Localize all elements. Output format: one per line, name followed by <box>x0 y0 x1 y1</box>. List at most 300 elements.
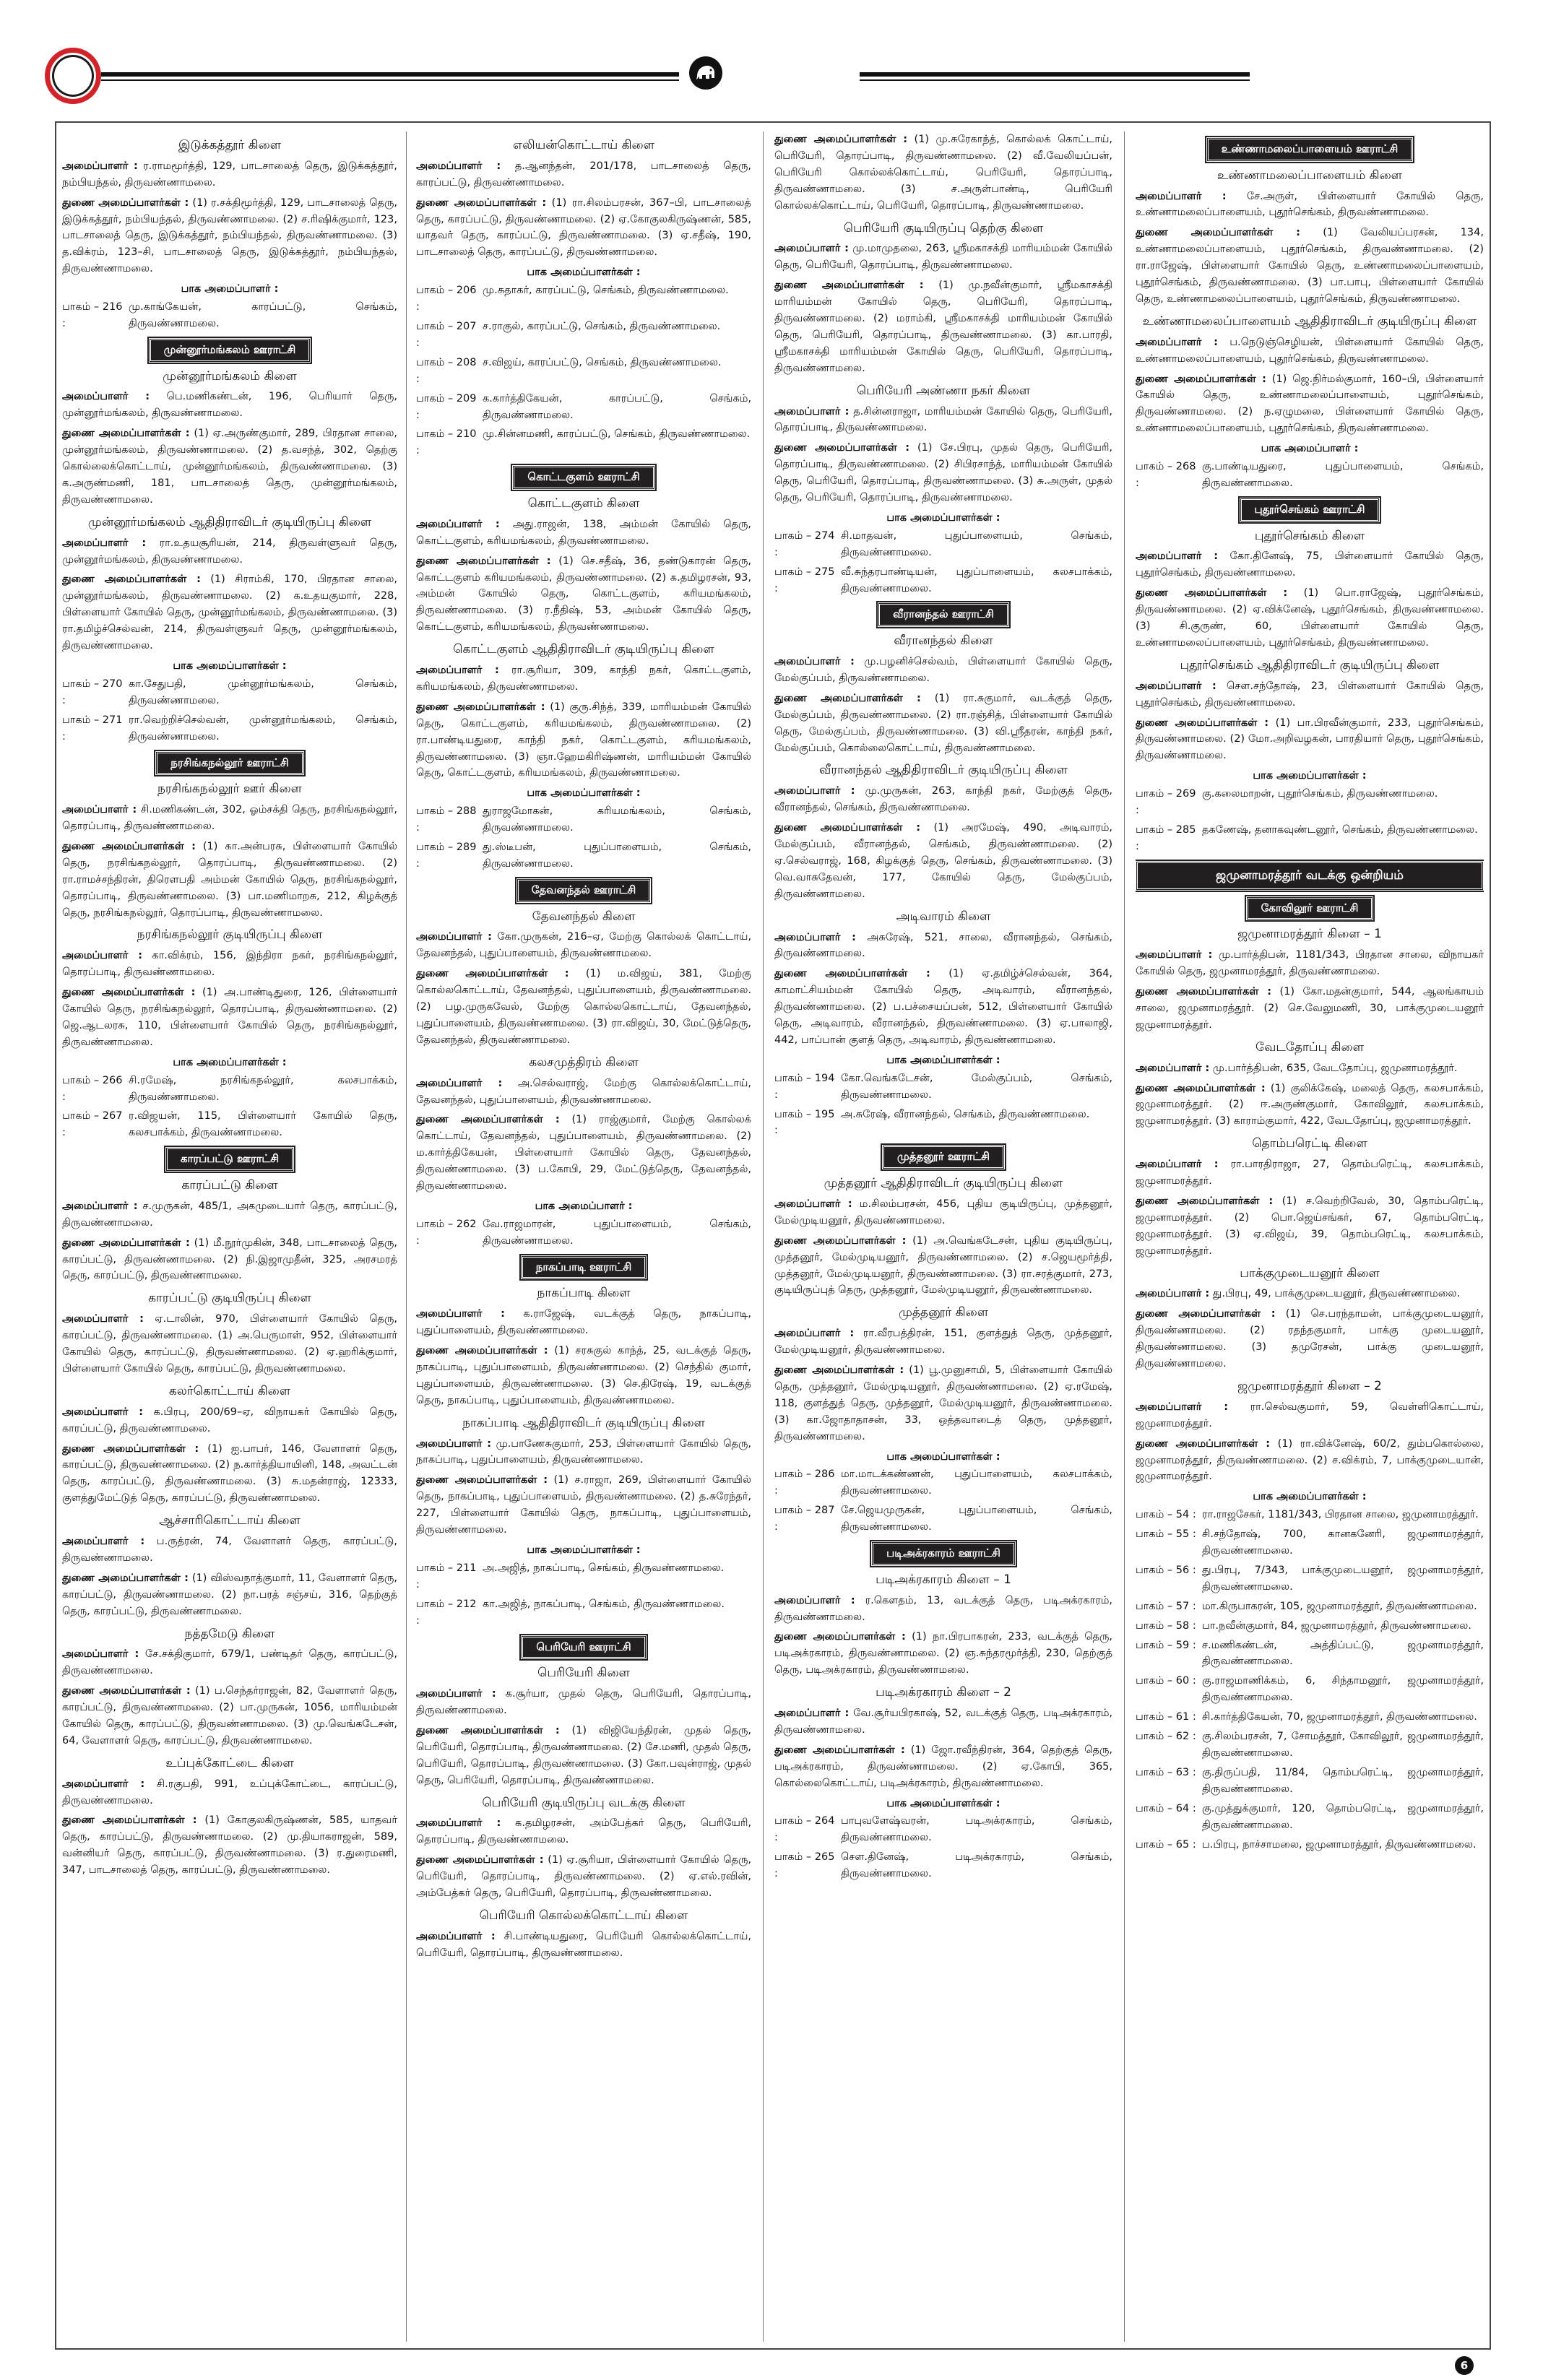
listing-text: (1) கா.அன்பரசு, பிள்ளையார் கோயில் தெரு, நரசிங்கநல்லூர், தொரப்பாடி, திருவண்ணாமலை. (2) ரா.ராமச்சந்திரன், திரௌபதி அம்மன் கோயில் தெரு, நரசிங்கநல்லூர், தொரப்பாடி, திருவண்ணாமலை. (3) பா.மணிமாறசு, 212, கிழக்குத் தெரு, நரசிங்கநல்லூர், தொரப்பாடி, திருவண்ணாமலை. <box>62 840 397 919</box>
booth-person: மு.சின்னமணி, காரப்பட்டு, செங்கம், திருவண்ணாமலை. <box>483 428 751 441</box>
booth-row <box>774 1107 1112 1140</box>
booth-person: மு.காங்கேயன், காரப்பட்டு, செங்கம், திருவண்ணாமலை. <box>129 301 397 330</box>
listing-text: மு.பார்த்திபன், 1181/343, பிரதான சாலை, விநாயகர் கோயில் தெரு, ஜமுனாமரத்தூர், திருவண்ணாமலை. <box>1136 949 1484 978</box>
listing-paragraph <box>62 571 397 654</box>
listing-paragraph <box>1136 548 1484 581</box>
listing-text: மு.பார்த்திபன், 635, வேடதோப்பு, ஜமுனாமரத்தூர். <box>1209 1062 1458 1074</box>
booth-number: பாகம் – 56 : <box>1136 1564 1196 1576</box>
listing-paragraph <box>1136 371 1484 438</box>
booth-row <box>1136 1801 1484 1834</box>
listing-paragraph <box>416 1343 751 1409</box>
booth-number: பாகம் – 271 : <box>62 714 123 743</box>
listing-paragraph <box>62 1404 397 1437</box>
listing-label: துணை அமைப்பாளர்கள் : <box>416 1345 548 1357</box>
branch-heading: பெரியேரி கொல்லக்கொட்டாய் கிளை <box>479 1908 688 1923</box>
subheading: பாக அமைப்பாளர்கள் : <box>886 511 1000 524</box>
listing-label: அமைப்பாளர் : <box>774 1328 855 1340</box>
branch-heading: நரசிங்கநல்லூர் குடியிருப்பு கிளை <box>137 927 323 943</box>
subheading: பாக அமைப்பாளர்கள் : <box>527 1544 641 1556</box>
booth-person: கு.திருப்பதி, 11/84, தொம்பரெட்டி, ஜமுனாமரத்தூர், திருவண்ணாமலை. <box>1202 1766 1484 1795</box>
booth-number: பாகம் – 194 : <box>774 1072 835 1101</box>
booth-number: பாகம் – 266 : <box>62 1074 123 1103</box>
booth-row <box>1136 1728 1484 1762</box>
branch-heading: முன்னூர்மங்கலம் ஆதிதிராவிடர் குடியிருப்பு கிளை <box>87 514 372 529</box>
booth-person: ச.விஜய், காரப்பட்டு, செங்கம், திருவண்ணாமலை. <box>483 356 722 368</box>
listing-paragraph <box>774 1629 1112 1679</box>
listing-paragraph <box>62 802 397 835</box>
listing-text: க.சூர்யா, முதல் தெரு, பெரியேரி, தொரப்பாடி, திருவண்ணாமலை. <box>416 1688 751 1716</box>
listing-label: அமைப்பாளர் : <box>416 665 499 677</box>
listing-label: துணை அமைப்பாளர்கள் : <box>416 1114 560 1126</box>
listing-paragraph <box>416 553 751 636</box>
listing-label: அமைப்பாளர் : <box>416 518 500 530</box>
listing-text: கா.விக்ரம், 156, இந்திரா நகர், நரசிங்கநல்லூர், தொரப்பாடி, திருவண்ணாமலை. <box>62 950 397 979</box>
listing-paragraph <box>416 1436 751 1469</box>
listing-paragraph <box>62 948 397 981</box>
page-number: 6 <box>1455 2356 1474 2375</box>
listing-text: க.ராஜேஷ், வடக்குத் தெரு, நாகப்பாடி, புதுப்பாளையம், திருவண்ணாமலை. <box>416 1308 751 1337</box>
branch-heading: நாகப்பாடி ஆதிதிராவிடர் குடியிருப்பு கிளை <box>462 1415 705 1430</box>
booth-row <box>774 564 1112 597</box>
listing-label: துணை அமைப்பாளர்கள் : <box>62 574 201 586</box>
listing-label: துணை அமைப்பாளர்கள் : <box>62 428 190 440</box>
listing-text: (1) ராஜ்குமார், மேற்கு கொல்லக் கொட்டாய், தேவனந்தல், புதுப்பாளையம், திருவண்ணாமலை. (2) ம.கார்த்திகேயன், பிள்ளையார் கோயில் தெரு, தேவனந்தல், திருவண்ணாமலை. (3) ப.கோபி, 29, மேட்டுத்தெரு, தேவனந்தல், திருவண்ணாமலை. <box>416 1114 751 1193</box>
listing-text: (1) ஏ.சூரியா, பிள்ளையார் கோயில் தெரு, பெரியேரி, தொரப்பாடி, திருவண்ணாமலை. (2) ஏ.எல்.ரவின், அம்பேத்கர் தெரு, பெரியேரி, தொரப்பாடி, திருவண்ணாமலை. <box>416 1854 751 1899</box>
listing-text: (1) விஸ்வநாத்குமார், 11, வேளாளர் தெரு, காரப்பட்டு, திருவண்ணாமலை. (2) நா.பரத் சஞ்சய், 316, தெற்குத் தெரு, காரப்பட்டு, திருவண்ணாமலை. <box>62 1572 397 1617</box>
listing-text: (1) ச.ராஜா, 269, பிள்ளையார் கோயில் தெரு, நாகப்பாடி, புதுப்பாளையம், திருவண்ணாமலை. (2) த.சுரேந்தர், 227, பிள்ளையார் கோயில் தெரு, நாகப்பாடி, புதுப்பாளையம், திருவண்ணாமலை. <box>416 1474 751 1536</box>
listing-paragraph <box>62 1533 397 1567</box>
listing-paragraph <box>62 535 397 568</box>
booth-person: கு.ராஜமாணிக்கம், 6, சிந்தாமனூர், ஜமுனாமரத்தூர், திருவண்ணாமலை. <box>1202 1675 1484 1704</box>
branch-heading: பெரியேரி கிளை <box>537 1666 630 1681</box>
listing-label: அமைப்பாளர் : <box>1136 550 1219 563</box>
listing-text: சி.ரகுபதி, 991, உப்புக்கோட்டை, காரப்பட்டு, திருவண்ணாமலை. <box>62 1778 397 1806</box>
listing-text: (1) ஜோ.ரவீந்திரன், 364, தெற்குத் தெரு, படிஅக்ரகாரம், திருவண்ணாமலை. (2) ஏ.கோபி, 365, கொல்லைகொட்டாய், படிஅக்ரகாரம், திருவண்ணாமலை. <box>774 1744 1112 1789</box>
listing-label: துணை அமைப்பாளர்கள் : <box>1136 1437 1271 1450</box>
booth-row <box>416 1560 751 1593</box>
booth-person: ச.ராகுல், காரப்பட்டு, செங்கம், திருவண்ணாமலை. <box>483 321 721 333</box>
listing-text: (1) ச.வெற்றிவேல், 30, தொம்பரெட்டி, ஜமுனாமரத்தூர். (2) பொ.ஜெய்சங்கர், 67, தொம்பரெட்டி, ஜமுனாமரத்தூர். (3) ஏ.விஜய், 39, தொம்பரெட்டி, கலசபாக்கம், ஜமுனாமரத்தூர். <box>1136 1195 1484 1257</box>
listing-label: அமைப்பாளர் : <box>62 1535 145 1547</box>
booth-person: சி.சந்தோஷ், 700, கானகனேரி, ஜமுனாமரத்தூர், திருவண்ணாமலை. <box>1202 1528 1484 1557</box>
booth-number: பாகம் – 285 : <box>1136 824 1196 852</box>
booth-number: பாகம் – 287 : <box>774 1505 835 1533</box>
booth-person: கு.முத்துக்குமார், 120, தொம்பரெட்டி, ஜமுனாமரத்தூர், திருவண்ணாமலை. <box>1202 1802 1484 1831</box>
booth-person: கா.சேதுபதி, முன்னூர்மங்கலம், செங்கம், திருவண்ணாமலை. <box>129 678 397 706</box>
branch-heading: வீரானந்தல் ஆதிதிராவிடர் குடியிருப்பு கிளை <box>819 763 1068 778</box>
listing-label: அமைப்பாளர் : <box>1136 1401 1229 1413</box>
booth-number: பாகம் – 267 : <box>62 1110 123 1139</box>
booth-number: பாகம் – 288 : <box>416 805 477 834</box>
listing-paragraph <box>416 966 751 1049</box>
listing-label: அமைப்பாளர் : <box>774 785 855 797</box>
booth-person: மா.கிருபாகரன், 105, ஜமுனாமரத்தூர், திருவண்ணாமலை. <box>1202 1600 1477 1612</box>
listing-paragraph <box>774 654 1112 687</box>
listing-paragraph <box>62 158 397 191</box>
listing-paragraph <box>1136 984 1484 1034</box>
listing-text: மு.பழனிச்செல்வம், பிள்ளையார் கோயில் தெரு, மேல்குப்பம், திருவண்ணாமலை. <box>774 656 1112 684</box>
branch-heading: பாக்குமுடையனூர் கிளை <box>1240 1265 1380 1281</box>
branch-heading: முத்தனூர் ஆதிதிராவிடர் குடியிருப்பு கிளை <box>824 1176 1063 1191</box>
branch-heading: கொட்டகுளம் ஆதிதிராவிடர் குடியிருப்பு கிளை <box>453 642 714 657</box>
listing-label: அமைப்பாளர் : <box>416 1930 496 1942</box>
listing-label: அமைப்பாளர் : <box>62 1778 145 1790</box>
branch-heading: எலியன்கொட்டாய் கிளை <box>513 138 654 152</box>
listing-paragraph <box>774 1325 1112 1359</box>
listing-text: சௌ.சந்தோஷ், 23, பிள்ளையார் கோயில் தெரு, புதூர்செங்கம், திருவண்ணாமலை. <box>1136 680 1484 709</box>
listing-label: துணை அமைப்பாளர்கள் : <box>774 280 924 292</box>
booth-number: பாகம் – 210 : <box>416 428 477 457</box>
section-banner: முன்னூர்மங்கலம் ஊராட்சி <box>149 338 311 363</box>
listing-paragraph <box>774 691 1112 757</box>
listing-text: (1) கோகுலகிருஷ்ணன், 585, யாதவர் தெரு, காரப்பட்டு, திருவண்ணாமலை. (2) மு.தியாகராஜன், 589, வன்னியர் தெரு, காரப்பட்டு, திருவண்ணாமலை. (3) ர.துரைமணி, 347, பாடசாலைத் தெரு, காரப்பட்டு, திருவண்ணாமலை. <box>62 1814 397 1877</box>
listing-text: து.பிரபு, 49, பாக்குமுடையனூர், திருவண்ணாமலை. <box>1209 1288 1461 1300</box>
listing-text: ம.சிலம்பரசன், 456, புதிய குடியிருப்பு, முத்தனூர், மேல்முடியனூர், திருவண்ணாமலை. <box>774 1198 1112 1226</box>
listing-label: அமைப்பாளர் : <box>62 950 142 962</box>
listing-label: துணை அமைப்பாளர்கள் : <box>1136 1195 1274 1207</box>
booth-row <box>1136 1618 1484 1635</box>
section-banner: உண்ணாமலைப்பாளையம் ஊராட்சி <box>1206 137 1414 162</box>
section-banner: பெரியேரி ஊராட்சி <box>521 1635 646 1660</box>
listing-paragraph <box>62 1235 397 1285</box>
listing-paragraph <box>62 1646 397 1679</box>
subheading: பாக அமைப்பாளர் : <box>1261 443 1359 455</box>
subheading: பாக அமைப்பாளர்கள் : <box>1253 1491 1367 1503</box>
booth-number: பாகம் – 262 : <box>416 1218 477 1247</box>
header-rule-right-thin <box>860 79 1250 81</box>
column-1 <box>62 131 397 2342</box>
listing-text: (1) விஜியேந்திரன், முதல் தெரு, பெரியேரி, தொரப்பாடி, திருவண்ணாமலை. (2) சே.மணி, முதல் தெரு, பெரியேரி, தொரப்பாடி, திருவண்ணாமலை. (3) கோ.பவுன்ராஜ், முதல் தெரு, பெரியேரி, தொரப்பாடி, திருவண்ணாமலை. <box>416 1724 751 1786</box>
booth-person: சி.கார்த்திகேயன், 70, ஜமுனாமரத்தூர், திருவண்ணாமலை. <box>1202 1711 1477 1723</box>
listing-label: அமைப்பாளர் : <box>1136 949 1213 961</box>
subheading: பாக அமைப்பாளர்கள் : <box>886 1450 1000 1463</box>
listing-paragraph <box>1136 585 1484 652</box>
listing-paragraph <box>774 241 1112 274</box>
listing-paragraph <box>62 985 397 1051</box>
header-rule-left-thin <box>101 79 679 81</box>
listing-label: துணை அமைப்பாளர்கள் : <box>62 196 189 209</box>
branch-heading: படிஅக்ரகாரம் கிளை – 2 <box>876 1685 1011 1700</box>
listing-paragraph <box>62 1776 397 1809</box>
listing-paragraph <box>416 1306 751 1339</box>
listing-paragraph <box>62 389 397 422</box>
booth-number: பாகம் – 286 : <box>774 1468 835 1497</box>
booth-number: பாகம் – 269 : <box>1136 788 1196 817</box>
listing-text: (1) வேலியப்பரசன், 134, உண்ணாமலைப்பாளையம், புதூர்செங்கம், திருவண்ணாமலை. (2) ரா.ராஜேஷ், பிள்ளையார் கோயில் தெரு, உண்ணாமலைப்பாளையம், புதூர்செங்கம், திருவண்ணாமலை. (3) பா.பாபு, பிள்ளையார் கோயில் தெரு, உண்ணாமலைப்பாளையம், புதூர்செங்கம், திருவண்ணாமலை. <box>1136 227 1484 305</box>
listing-label: துணை அமைப்பாளர்கள் : <box>416 1724 560 1736</box>
listing-paragraph <box>416 1112 751 1195</box>
booth-person: ர.விஜயன், 115, பிள்ளையார் கோயில் தெரு, கலசபாக்கம், திருவண்ணாமலை. <box>129 1110 397 1139</box>
booth-number: பாகம் – 206 : <box>416 285 477 313</box>
listing-paragraph <box>416 1472 751 1539</box>
booth-row <box>416 391 751 424</box>
listing-text: (1) ரா.விக்னேஷ், 60/2, தும்பகொல்லை, ஜமுனாமரத்தூர், திருவண்ணாமலை. (2) ச.விக்ரம், 7, பாக்குமுடையான், ஜமுனாமரத்தூர். <box>1136 1437 1484 1483</box>
listing-text: ர.ராமமூர்த்தி, 129, பாடசாலைத் தெரு, இடுக்கத்தூர், நம்பியந்தல், திருவண்ணாமலை. <box>62 160 397 189</box>
subheading: பாக அமைப்பாளர்கள் : <box>1253 770 1367 782</box>
listing-text: மு.முருகன், 263, காந்தி நகர், மேற்குத் தெரு, வீரானந்தல், செங்கம், திருவண்ணாமலை. <box>774 785 1112 814</box>
booth-number: பாகம் – 65 : <box>1136 1838 1196 1851</box>
section-banner: நரசிங்கநல்லூர் ஊராட்சி <box>155 751 304 776</box>
listing-text: (1) செ.சதீஷ், 36, தண்டுகாரன் தெரு, கொட்டகுளம் கரியமங்கலம், திருவண்ணாமலை. (2) க.தமிழரசன், 93, அம்மன் கோயில் தெரு, கொட்டகுளம், கரியமங்கலம், திருவண்ணாமலை. (3) ர.நீதிஷ், 53, அம்மன் கோயில் தெரு, கொட்டகுளம், கரியமங்கலம், திருவண்ணாமலை. <box>416 555 751 633</box>
booth-person: சௌ.தினேஷ், படிஅக்ரகாரம், செங்கம், திருவண்ணாமலை. <box>841 1851 1112 1880</box>
booth-person: கு.கலைமாறன், புதூர்செங்கம், திருவண்ணாமலை. <box>1202 788 1438 800</box>
listing-paragraph <box>416 195 751 261</box>
listing-paragraph <box>1136 1156 1484 1190</box>
listing-label: துணை அமைப்பாளர்கள் : <box>774 1364 904 1377</box>
booth-person: ப.பிரபு, நாச்சாமலை, ஜமுனாமரத்தூர், திருவண்ணாமலை. <box>1202 1838 1477 1851</box>
booth-number: பாகம் – 209 : <box>416 392 477 421</box>
listing-label: துணை அமைப்பாளர்கள் : <box>416 1854 544 1866</box>
listing-label: அமைப்பாளர் : <box>1136 1062 1210 1074</box>
booth-number: பாகம் – 63 : <box>1136 1766 1196 1778</box>
listing-label: அமைப்பாளர் : <box>774 405 850 417</box>
listing-label: அமைப்பாளர் : <box>62 1313 144 1325</box>
listing-text: அ.செல்வராஜ், மேற்கு கொல்லக்கொட்டாய், தேவனந்தல், புதுப்பாளையம், திருவண்ணாமலை. <box>416 1077 751 1106</box>
booth-person: கு.சிலம்பரசன், 7, சோமத்தூர், கோவிலூர், ஜமுனாமரத்தூர், திருவண்ணாமலை. <box>1202 1731 1484 1759</box>
booth-number: பாகம் – 58 : <box>1136 1619 1196 1632</box>
listing-paragraph <box>416 1723 751 1789</box>
listing-label: அமைப்பாளர் : <box>62 160 138 172</box>
section-banner: படிஅக்ரகாரம் ஊராட்சி <box>871 1541 1016 1566</box>
booth-row <box>62 676 397 709</box>
subheading: பாக அமைப்பாளர் : <box>535 1200 633 1212</box>
branch-heading: தேவனந்தல் கிளை <box>532 909 636 924</box>
listing-label: அமைப்பாளர் : <box>62 1648 139 1661</box>
listing-paragraph <box>416 516 751 550</box>
booth-row <box>774 1070 1112 1104</box>
booth-row <box>416 426 751 459</box>
booth-row <box>62 299 397 332</box>
listing-label: துணை அமைப்பாளர்கள் : <box>416 1474 548 1487</box>
section-banner: கோவிலூர் ஊராட்சி <box>1246 896 1374 921</box>
listing-text: (1) ரா.சிலம்பரசன், 367–பி, பாடசாலைத் தெரு, காரப்பட்டு, திருவண்ணாமலை. (2) ஏ.கோகுலகிருஷ்ணன், 585, யாதவர் தெரு, காரப்பட்டு, திருவண்ணாமலை. (3) ஏ.சதீஷ், 190, பாடசாலைத் தெரு, காரப்பட்டு, திருவண்ணாமலை. <box>416 196 751 259</box>
booth-row <box>1136 1562 1484 1596</box>
section-banner: வீரானந்தல் ஊராட்சி <box>878 602 1009 627</box>
listing-label: அமைப்பாளர் : <box>416 160 501 172</box>
listing-label: துணை அமைப்பாளர்கள் : <box>416 196 547 209</box>
branch-heading: ஜமுனாமரத்தூர் கிளை – 1 <box>1237 927 1382 942</box>
subheading: பாக அமைப்பாளர்கள் : <box>173 1056 287 1068</box>
branch-heading: காரப்பட்டு குடியிருப்பு கிளை <box>148 1291 311 1306</box>
booth-person: மா.மாடக்கண்ணன், புதுப்பாளையம், கலசபாக்கம், திருவண்ணாமலை. <box>841 1468 1112 1497</box>
listing-text: (1) ஏ.தமிழ்ச்செல்வன், 364, காமாட்சியம்மன் கோயில் தெரு, அடிவாரம், வீரானந்தல், திருவண்ணாமலை. (2) ப.பச்சையப்பன், 512, பிள்ளையார் கோயில் தெரு, அடிவாரம், வீரானந்தல், திருவண்ணாமலை. (3) ஏ.பாலாஜி, 442, பாப்பான் குளத் தெரு, அடிவாரம், திருவண்ணாமலை. <box>774 968 1112 1046</box>
booth-row <box>416 282 751 316</box>
section-banner: நாகப்பாடி ஊராட்சி <box>521 1255 647 1280</box>
booth-row <box>1136 1673 1484 1706</box>
section-banner: ஜமுனாமரத்தூர் வடக்கு ஒன்றியம் <box>1136 861 1484 891</box>
listing-label: அமைப்பாளர் : <box>774 1708 850 1720</box>
listing-text: (1) ஏ.அருண்குமார், 289, பிரதான சாலை, முன்னூர்மங்கலம், திருவண்ணாமலை. (2) த.வசந்த், 302, தெற்கு கொல்லைக்கொட்டாய், முன்னூர்மங்கலம், திருவண்ணாமலை. (3) க.அருண்மணி, 181, பாடசாலைத் தெரு, முன்னூர்மங்கலம், திருவண்ணாமலை. <box>62 428 397 506</box>
booth-number: பாகம் – 60 : <box>1136 1675 1196 1687</box>
branch-heading: பெரியேரி குடியிருப்பு தெற்கு கிளை <box>843 220 1044 235</box>
booth-row <box>774 528 1112 561</box>
listing-text: (1) நா.பிரபாகரன், 233, வடக்குத் தெரு, படிஅக்ரகாரம், திருவண்ணாமலை. (2) ஞ.சுந்தரமூர்த்தி, 230, தெற்குத் தெரு, படிஅக்ரகாரம், திருவண்ணாமலை. <box>774 1631 1112 1676</box>
booth-number: பாகம் – 268 : <box>1136 461 1196 489</box>
listing-label: அமைப்பாளர் : <box>416 1308 505 1320</box>
branch-heading: பெரியேரி அண்ணா நகர் கிளை <box>856 383 1031 398</box>
booth-person: சி.மாதவன், புதுப்பாளையம், செங்கம், திருவண்ணாமலை. <box>841 529 1112 558</box>
booth-person: அ.சுரேஷ், வீரானந்தல், செங்கம், திருவண்ணாமலை. <box>841 1108 1090 1120</box>
listing-text: த.ஆனந்தன், 201/178, பாடசாலைத் தெரு, காரப்பட்டு, திருவண்ணாமலை. <box>416 160 751 189</box>
branch-heading: முன்னூர்மங்கலம் கிளை <box>163 368 297 384</box>
booth-person: துராஜமோகன், கரியமங்கலம், செங்கம், திருவண்ணாமலை. <box>483 805 751 834</box>
listing-label: துணை அமைப்பாளர்கள் : <box>1136 587 1288 600</box>
listing-text: க.பிரபு, 200/69–ஏ, விநாயகர் கோயில் தெரு, காரப்பட்டு, திருவண்ணாமலை. <box>62 1406 397 1435</box>
listing-text: (1) பா.பிரவீன்குமார், 233, புதூர்செங்கம், திருவண்ணாமலை. (2) மோ.அறிவழகன், பாரதியார் தெரு, புதூர்செங்கம், திருவண்ணாமலை. <box>1136 717 1484 762</box>
listing-paragraph <box>774 277 1112 376</box>
listing-label: துணை அமைப்பாளர்கள் : <box>62 840 196 852</box>
section-banner: கொட்டகுளம் ஊராட்சி <box>512 465 654 490</box>
listing-text: பெ.மணிகண்டன், 196, பெரியார் தெரு, முன்னூர்மங்கலம், திருவண்ணாமலை. <box>62 391 397 420</box>
listing-paragraph <box>1136 189 1484 222</box>
listing-label: துணை அமைப்பாளர்கள் : <box>1136 1082 1266 1094</box>
booth-person: வீ.சுந்தரபாண்டியன், புதுப்பாளையம், கலசபாக்கம், திருவண்ணாமலை. <box>841 566 1112 594</box>
logo-ring-icon <box>45 48 101 104</box>
subheading: பாக அமைப்பாளர்கள் : <box>527 267 641 279</box>
listing-text: த.சின்னராஜா, மாரியம்மன் கோயில் தெரு, பெரியேரி, தொரப்பாடி, திருவண்ணாமலை. <box>774 405 1112 434</box>
listing-text: சே.சக்திகுமார், 679/1, பண்டிதர் தெரு, காரப்பட்டு, திருவண்ணாமலை. <box>62 1648 397 1677</box>
listing-paragraph <box>774 966 1112 1049</box>
listing-text: (1) ப.செந்தர்ராஜன், 82, வேளாளர் தெரு, காரப்பட்டு, திருவண்ணாமலை. (2) பா.முருகன், 1056, மாரியம்மன் கோயில் தெரு, காரப்பட்டு, திருவண்ணாமலை. (3) மு.வெங்கடேசன், 64, வேளாளர் தெரு, காரப்பட்டு, திருவண்ணாமலை. <box>62 1685 397 1747</box>
booth-person: க.கார்த்திகேயன், காரப்பட்டு, செங்கம், திருவண்ணாமலை. <box>483 392 751 421</box>
subheading: பாக அமைப்பாளர்கள் : <box>886 1054 1000 1066</box>
branch-heading: தொம்பரெட்டி கிளை <box>1252 1136 1367 1151</box>
listing-label: அமைப்பாளர் : <box>774 656 855 668</box>
listing-label: அமைப்பாளர் : <box>1136 190 1227 202</box>
listing-label: துணை அமைப்பாளர்கள் : <box>1136 227 1300 239</box>
listing-text: (1) குலிக்கேஷ், மலைத் தெரு, கலசபாக்கம், ஜமுனாமரத்தூர். (2) ஈ.அருண்குமார், கோவிலூர், கலசபாக்கம், ஜமுனாமரத்தூர். (3) காராம்குமார், 422, வேடதோப்பு, ஜமுனாமரத்தூர். <box>1136 1082 1484 1128</box>
listing-text: (1) மு.சுரேகாந்த், கொல்லக் கொட்டாய், பெரியேரி, தொரப்பாடி, திருவண்ணாமலை. (2) வீ.வேலியப்பன், பெரியேரி கொல்லக்கொட்டாய், பெரியேரி, தொரப்பாடி, திருவண்ணாமலை. (3) ச.அருள்பாண்டி, பெரியேரி கொல்லக்கொட்டாய், பெரியேரி, தொரப்பாடி, திருவண்ணாமலை. <box>774 134 1112 212</box>
booth-number: பாகம் – 208 : <box>416 356 477 385</box>
booth-number: பாகம் – 59 : <box>1136 1639 1196 1651</box>
listing-label: அமைப்பாளர் : <box>416 1437 492 1450</box>
booth-row <box>1136 1637 1484 1671</box>
booth-person: வே.ராஜமாரன், புதுப்பாளையம், செங்கம், திருவண்ணாமலை. <box>483 1218 751 1247</box>
booth-row <box>1136 1765 1484 1798</box>
listing-label: அமைப்பாளர் : <box>62 537 147 549</box>
listing-label: அமைப்பாளர் : <box>416 1688 496 1700</box>
listing-paragraph <box>1136 1060 1484 1077</box>
listing-paragraph <box>774 1233 1112 1299</box>
booth-person: ரா.ராஜசேகர், 1181/343, பிரதான சாலை, ஜமுனாமரத்தூர். <box>1202 1509 1479 1521</box>
listing-paragraph <box>774 404 1112 437</box>
branch-heading: அடிவாரம் கிளை <box>896 909 991 924</box>
booth-row <box>1136 1837 1484 1853</box>
listing-text: (1) செ.பரந்தாமன், பாக்குமுடையனூர், திருவண்ணாமலை. (2) ரதந்தகுமார், பாக்கு முடையனூர், திருவண்ணாமலை. (3) தமுரேசன், பாக்கு முடையனூர், திருவண்ணாமலை. <box>1136 1308 1484 1370</box>
listing-text: (1) சே.பிரபு, முதல் தெரு, பெரியேரி, தொரப்பாடி, திருவண்ணாமலை. (2) சிபிரசாந்த், மாரியம்மன் கோயில் தெரு, பெரியேரி, தொரப்பாடி, திருவண்ணாமலை. (3) சு.அருள், முதல் தெரு, பெரியேரி, தொரப்பாடி, திருவண்ணாமலை. <box>774 442 1112 504</box>
listing-paragraph <box>1136 1286 1484 1302</box>
booth-row <box>416 319 751 352</box>
listing-text: (1) குரு.சிந்த், 339, மாரியம்மன் கோயில் தெரு, கொட்டகுளம், கரியமங்கலம், திருவண்ணாமலை. (2) ரா.பாண்டியதுரை, காந்தி நகர், கொட்டகுளம், கரியமங்கலம், திருவண்ணாமலை. (3) ஞா.ஹேமகிரிஷ்ணன், மாரியம்மன் கோயில் தெரு, கொட்டகுளம், கரியமங்கலம், திருவண்ணாமலை. <box>416 701 751 779</box>
booth-person: ரா.வெற்றிச்செல்வன், முன்னூர்மங்கலம், செங்கம், திருவண்ணாமலை. <box>129 714 397 743</box>
booth-person: பா.நவீன்குமார், 84, ஜமுனாமரத்தூர், திருவண்ணாமலை. <box>1202 1619 1471 1632</box>
listing-paragraph <box>1136 225 1484 308</box>
branch-heading: உண்ணாமலைப்பாளையம் கிளை <box>1216 168 1403 183</box>
listing-paragraph <box>1136 1081 1484 1130</box>
booth-person: சே.ஜெயமுருகன், புதுப்பாளையம், செங்கம், திருவண்ணாமலை. <box>841 1505 1112 1533</box>
listing-label: அமைப்பாளர் : <box>1136 1288 1210 1300</box>
listing-paragraph <box>416 1852 751 1902</box>
listing-paragraph <box>1136 1306 1484 1372</box>
listing-paragraph <box>416 1076 751 1109</box>
listing-label: துணை அமைப்பாளர்கள் : <box>62 1237 190 1249</box>
header-rule-right <box>860 72 1250 77</box>
listing-label: அமைப்பாளர் : <box>62 804 137 816</box>
branch-heading: நரசிங்கநல்லூர் ஊர் கிளை <box>157 782 302 797</box>
booth-row <box>416 839 751 873</box>
column-divider <box>1124 131 1125 2342</box>
listing-text: மு.பாணேசுகுமார், 253, பிள்ளையார் கோயில் தெரு, நாகப்பாடி, புதுப்பாளையம், திருவண்ணாமலை. <box>416 1437 751 1466</box>
listing-label: துணை அமைப்பாளர்கள் : <box>774 968 930 980</box>
listing-label: துணை அமைப்பாளர்கள் : <box>1136 986 1272 998</box>
booth-person: கு.பாண்டியதுரை, புதுப்பாளையம், செங்கம், திருவண்ணாமலை. <box>1202 461 1484 489</box>
branch-heading: காரப்பட்டு கிளை <box>181 1177 278 1193</box>
listing-label: துணை அமைப்பாளர்கள் : <box>62 987 196 999</box>
listing-paragraph <box>774 930 1112 963</box>
listing-text: அசுரேஷ், 521, சாலை, வீரானந்தல், செங்கம், திருவண்ணாமலை. <box>774 931 1112 960</box>
listing-paragraph <box>416 1686 751 1719</box>
column-3 <box>774 131 1112 2342</box>
column-divider <box>763 131 764 2342</box>
booth-row <box>1136 786 1484 819</box>
listing-paragraph <box>62 1570 397 1620</box>
listing-label: அமைப்பாளர் : <box>416 1817 501 1830</box>
listing-text: (1) ஜெ.நிர்மல்குமார், 160–பி, பிள்ளையார் கோயில் தெரு, உண்ணாமலைப்பாளையம், புதூர்செங்கம், திருவண்ணாமலை. (2) ந.ஏழுமலை, பிள்ளையார் கோயில் தெரு, உண்ணாமலைப்பாளையம், புதூர்செங்கம், திருவண்ணாமலை. <box>1136 373 1484 435</box>
listing-paragraph <box>774 440 1112 506</box>
booth-row <box>416 1216 751 1250</box>
listing-label: துணை அமைப்பாளர்கள் : <box>416 701 545 713</box>
listing-paragraph <box>416 929 751 962</box>
booth-row <box>62 1108 397 1141</box>
listing-label: அமைப்பாளர் : <box>62 1406 144 1418</box>
branch-heading: புதூர்செங்கம் ஆதிதிராவிடர் குடியிருப்பு கிளை <box>1180 657 1440 672</box>
booth-row <box>62 712 397 745</box>
booth-number: பாகம் – 62 : <box>1136 1731 1196 1743</box>
listing-text: (1) அ.வெங்கடேசன், புதிய குடியிருப்பு, முத்தனூர், மேல்முடியனூர், திருவண்ணாமலை. (2) ச.ஜெயமூர்த்தி, முத்தனூர், மேல்முடியனூர், திருவண்ணாமலை. (3) ரா.சரத்குமார், 273, குடியிருப்புத் தெரு, முத்தனூர், மேல்முடியனூர், திருவண்ணாமலை. <box>774 1234 1112 1297</box>
listing-label: அமைப்பாளர் : <box>774 1594 855 1606</box>
booth-number: பாகம் – 57 : <box>1136 1600 1196 1612</box>
branch-heading: இடுக்கத்தூர் கிளை <box>178 138 282 152</box>
listing-paragraph <box>62 839 397 922</box>
listing-text: ஏ.டாலின், 970, பிள்ளையார் கோயில் தெரு, காரப்பட்டு, திருவண்ணாமலை. (1) அ.பெருமாள், 952, பிள்ளையார் கோயில் தெரு, காரப்பட்டு, திருவண்ணாமலை. (2) ஏ.ஹரிக்குமார், பிள்ளையார் கோயில் தெரு, காரப்பட்டு, திருவண்ணாமலை. <box>62 1313 397 1375</box>
elephant-emblem-icon <box>689 56 722 90</box>
listing-text: (1) கோ.மதன்குமார், 544, ஆலங்காயம் சாலை, ஜமுனாமரத்தூர். (2) செ.வேலுமணி, 30, பாக்குமுடையனூர் ஜமுனாமரத்தூர். <box>1136 986 1484 1031</box>
booth-row <box>774 1849 1112 1882</box>
listing-text: ரா.சூரியா, 309, காந்தி நகர், கொட்டகுளம், கரியமங்கலம், திருவண்ணாமலை. <box>416 665 751 693</box>
listing-label: அமைப்பாளர் : <box>1136 336 1218 348</box>
branch-heading: புதூர்செங்கம் கிளை <box>1254 528 1365 543</box>
branch-heading: உண்ணாமலைப்பாளையம் ஆதிதிராவிடர் குடியிருப்பு கிளை <box>1142 313 1477 329</box>
listing-text: வே.சூர்யபிரகாஷ், 52, வடக்குத் தெரு, படிஅக்ரகாரம், திருவண்ணாமலை. <box>774 1708 1112 1736</box>
section-banner: முத்தனூர் ஊராட்சி <box>882 1145 1005 1169</box>
listing-text: ரா.வீரபத்திரன், 151, குளத்துத் தெரு, முத்தனூர், மேல்முடியனூர், திருவண்ணாமலை. <box>774 1328 1112 1356</box>
booth-number: பாகம் – 216 : <box>62 301 123 330</box>
listing-paragraph <box>1136 334 1484 368</box>
listing-paragraph <box>1136 678 1484 711</box>
listing-label: துணை அமைப்பாளர்கள் : <box>62 1572 189 1584</box>
booth-row <box>1136 1709 1484 1726</box>
listing-paragraph <box>1136 1399 1484 1432</box>
listing-text: ச.முருகன், 485/1, அகமுடையார் தெரு, காரப்பட்டு, திருவண்ணாமலை. <box>62 1200 397 1229</box>
header-rule-left <box>101 72 679 77</box>
booth-number: பாகம் – 270 : <box>62 678 123 706</box>
listing-paragraph <box>416 1815 751 1848</box>
branch-heading: கலர்கொட்டாய் கிளை <box>168 1383 291 1398</box>
listing-paragraph <box>62 1683 397 1749</box>
listing-label: துணை அமைப்பாளர்கள் : <box>62 1814 197 1827</box>
listing-label: அமைப்பாளர் : <box>1136 1159 1219 1171</box>
booth-row <box>774 1813 1112 1846</box>
